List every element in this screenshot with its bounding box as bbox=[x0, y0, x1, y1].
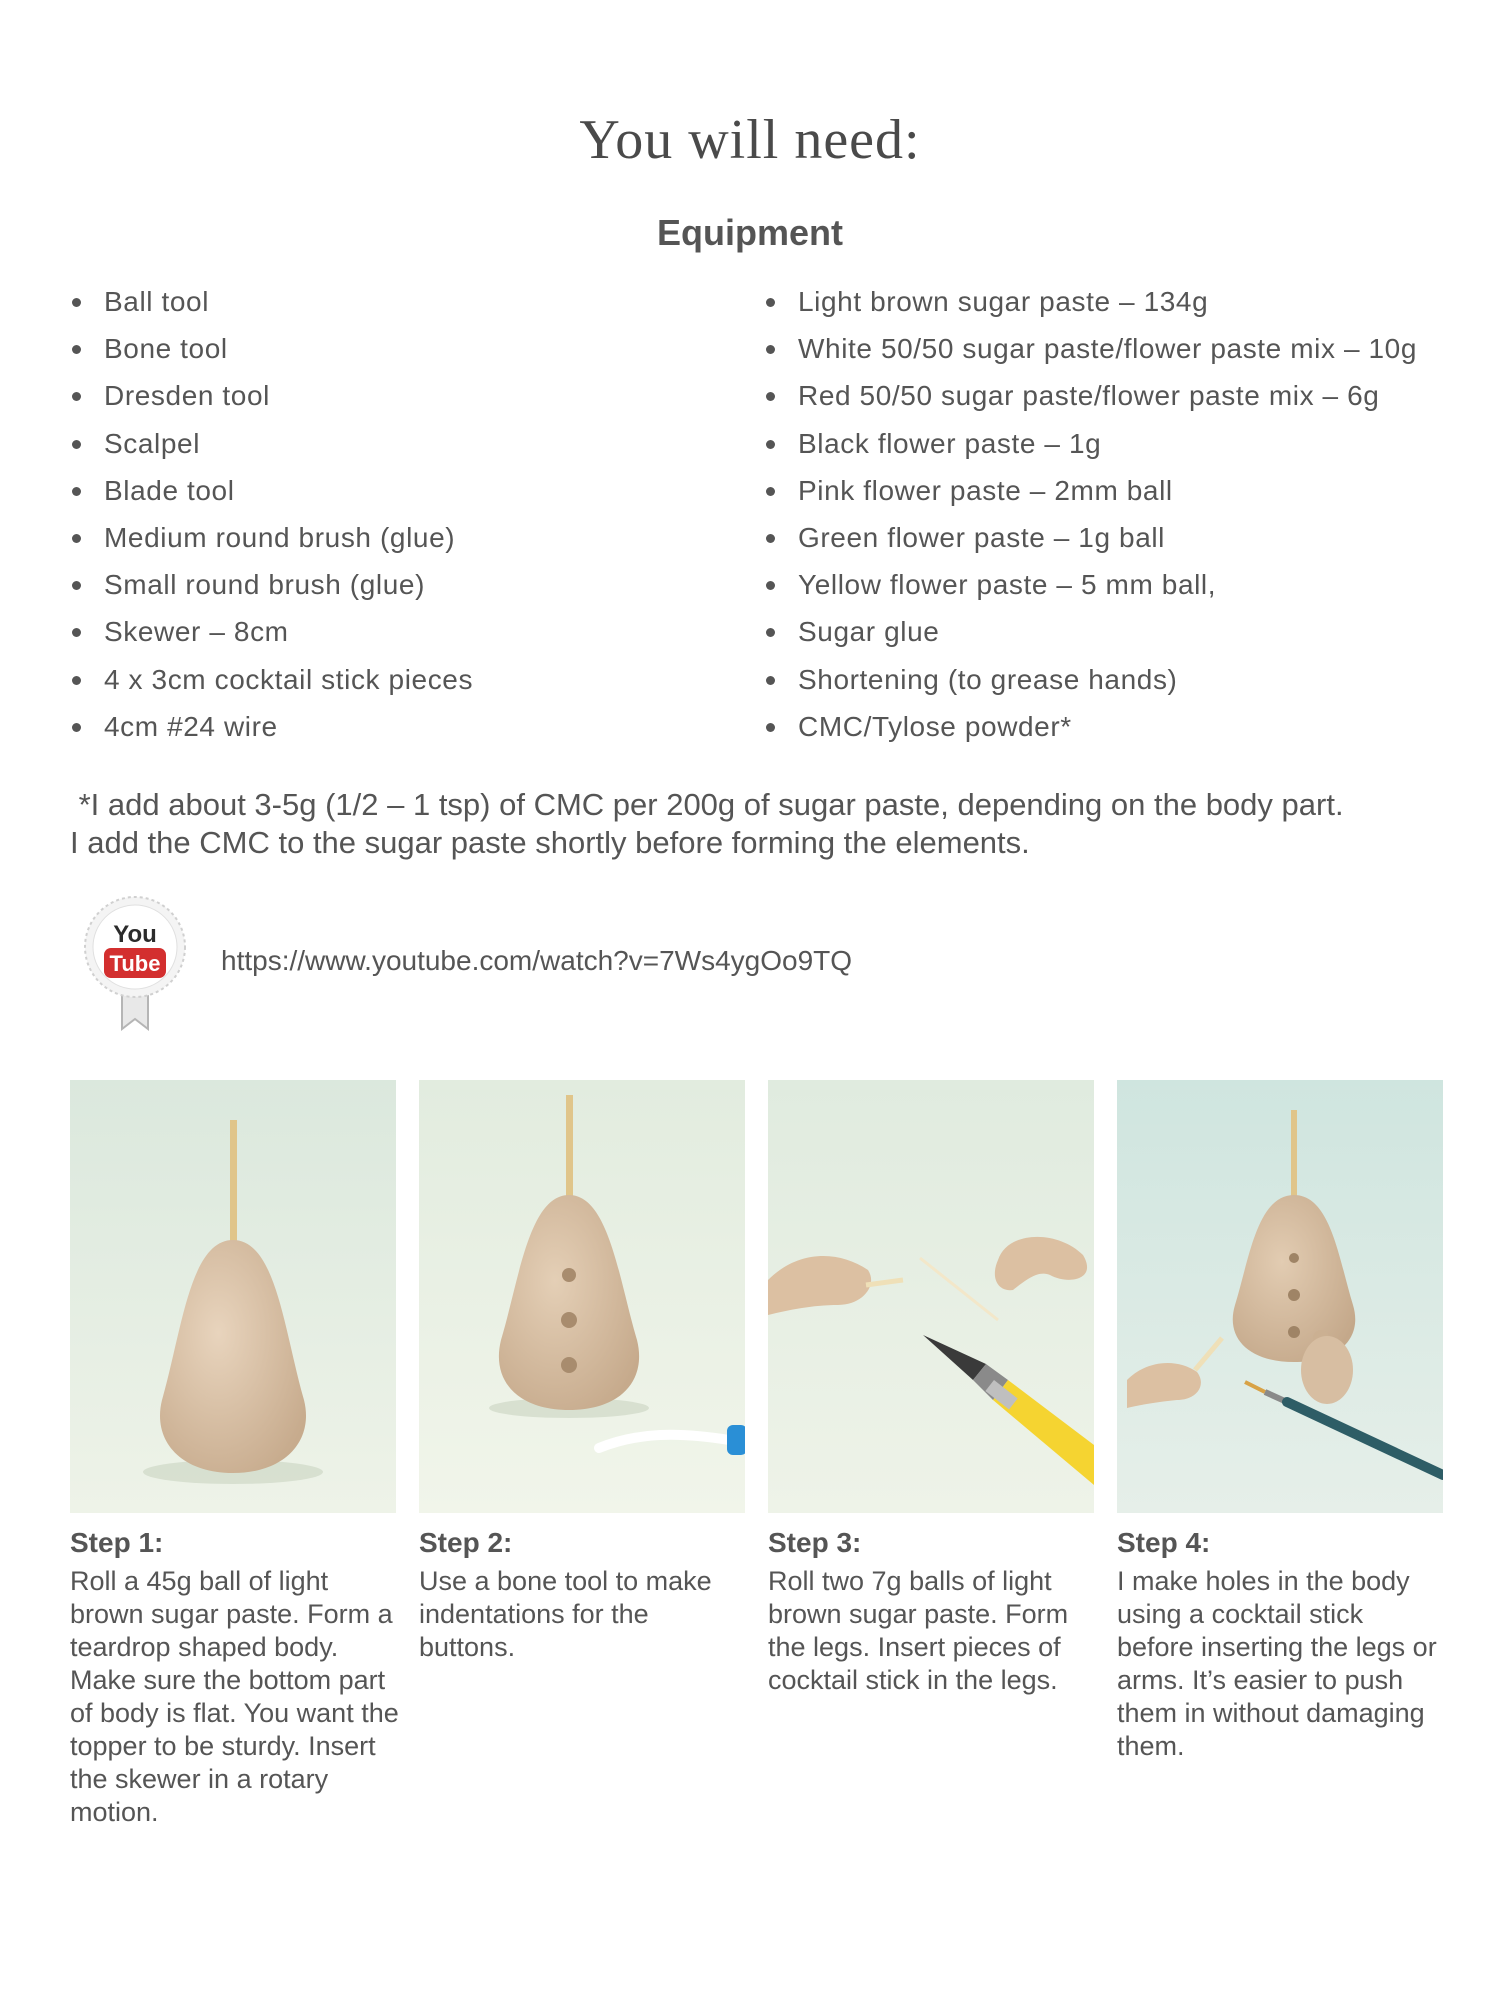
step-3 bbox=[768, 1525, 1098, 1697]
list-item: Bone tool bbox=[72, 325, 692, 372]
step-2-photo bbox=[419, 1080, 745, 1513]
list-item: Skewer – 8cm bbox=[72, 608, 692, 655]
list-item: Green flower paste – 1g ball bbox=[766, 514, 1486, 561]
step-text: Roll a 45g ball of light brown sugar paste. Form a teardrop shaped body. Make sure the bottom part of body is flat. You want the topper to be sturdy. Insert the skewer in a rotary motion. bbox=[70, 1566, 399, 1827]
list-item: Dresden tool bbox=[72, 372, 692, 419]
list-item: Small round brush (glue) bbox=[72, 561, 692, 608]
cmc-note bbox=[70, 786, 1450, 862]
list-item: CMC/Tylose powder* bbox=[766, 703, 1486, 750]
cmc-note-line: I add the CMC to the sugar paste shortly before forming the elements. bbox=[70, 825, 1030, 860]
list-item: 4cm #24 wire bbox=[72, 703, 692, 750]
step-3-photo bbox=[768, 1080, 1094, 1513]
list-item: Black flower paste – 1g bbox=[766, 420, 1486, 467]
cmc-note-line: *I add about 3-5g (1/2 – 1 tsp) of CMC per 200g of sugar paste, depending on the body part. bbox=[70, 787, 1344, 822]
list-item: White 50/50 sugar paste/flower paste mix – 10g bbox=[766, 325, 1486, 372]
youtube-badge-icon[interactable] bbox=[82, 895, 188, 1031]
step-title: Step 4: bbox=[1117, 1527, 1211, 1558]
step-text: I make holes in the body using a cocktail stick before inserting the legs or arms. It’s easier to push them in without damaging them. bbox=[1117, 1566, 1437, 1761]
step-4 bbox=[1117, 1525, 1447, 1763]
list-item: 4 x 3cm cocktail stick pieces bbox=[72, 656, 692, 703]
list-item: Red 50/50 sugar paste/flower paste mix – 6g bbox=[766, 372, 1486, 419]
list-item: Sugar glue bbox=[766, 608, 1486, 655]
step-text: Use a bone tool to make indentations for the buttons. bbox=[419, 1566, 712, 1662]
list-item: Pink flower paste – 2mm ball bbox=[766, 467, 1486, 514]
list-item: Blade tool bbox=[72, 467, 692, 514]
step-title: Step 2: bbox=[419, 1527, 513, 1558]
youtube-logo-you: You bbox=[113, 921, 157, 948]
youtube-logo-tube: Tube bbox=[109, 951, 161, 976]
list-item: Scalpel bbox=[72, 420, 692, 467]
step-1-photo bbox=[70, 1080, 396, 1513]
section-heading-equipment: Equipment bbox=[657, 212, 843, 253]
equipment-list bbox=[72, 278, 692, 750]
step-1 bbox=[70, 1525, 400, 1829]
list-item: Shortening (to grease hands) bbox=[766, 656, 1486, 703]
list-item: Ball tool bbox=[72, 278, 692, 325]
list-item: Medium round brush (glue) bbox=[72, 514, 692, 561]
list-item: Light brown sugar paste – 134g bbox=[766, 278, 1486, 325]
page-title: You will need: bbox=[579, 109, 921, 171]
youtube-link[interactable]: https://www.youtube.com/watch?v=7Ws4ygOo9TQ bbox=[221, 945, 853, 976]
step-title: Step 1: bbox=[70, 1527, 164, 1558]
list-item: Yellow flower paste – 5 mm ball, bbox=[766, 561, 1486, 608]
step-text: Roll two 7g balls of light brown sugar paste. Form the legs. Insert pieces of cocktail stick in the legs. bbox=[768, 1566, 1069, 1695]
step-title: Step 3: bbox=[768, 1527, 862, 1558]
materials-list bbox=[766, 278, 1486, 750]
step-4-photo bbox=[1117, 1080, 1443, 1513]
step-2 bbox=[419, 1525, 749, 1664]
